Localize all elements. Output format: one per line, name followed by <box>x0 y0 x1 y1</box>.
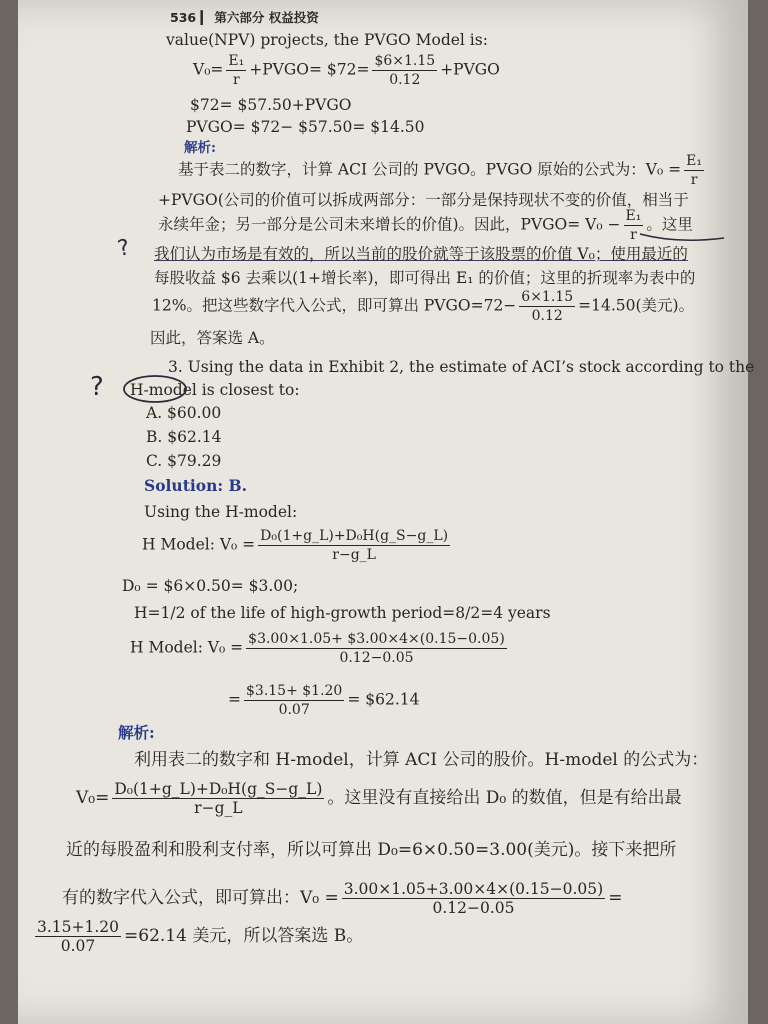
text-part: 。这里没有直接给出 D₀ 的数值，但是有给出最 <box>327 788 682 808</box>
text-line: 我们认为市场是有效的，所以当前的股价就等于该股票的价值 V₀；使用最近的 <box>154 245 688 263</box>
formula-part: V₀= <box>193 60 224 79</box>
section-label: 权益投资 <box>268 10 319 25</box>
denominator: 0.12 <box>531 308 563 324</box>
denominator: 0.07 <box>60 937 96 955</box>
question-text: H-model is closest to: <box>130 381 300 399</box>
numerator: E₁ <box>228 53 245 69</box>
option-b: B. $62.14 <box>146 428 222 446</box>
denominator: 0.12 <box>389 72 421 88</box>
option-a: A. $60.00 <box>146 404 222 422</box>
denominator: r <box>690 172 698 188</box>
page-number: 536 <box>170 10 197 25</box>
numerator: 6×1.15 <box>521 289 574 305</box>
text-line: 近的每股盈利和股利支付率，所以可算出 D₀=6×0.50=3.00(美元)。接下来把所 <box>66 840 677 860</box>
question-mark-icon: ? <box>90 372 104 402</box>
numerator: 3.00×1.05+3.00×4×(0.15−0.05) <box>343 880 604 898</box>
text-line: D₀ = $6×0.50= $3.00; <box>122 577 299 595</box>
text-part: 。这里 <box>646 215 693 234</box>
numerator: D₀(1+g_L)+D₀H(g_S−g_L) <box>114 780 323 798</box>
text-line: 利用表二的数字和 H-model，计算 ACI 公司的股价。H-model 的公式为： <box>134 750 709 770</box>
text-line: +PVGO(公司的价值可以拆成两部分：一部分是保持现状不变的价值，相当于 <box>158 191 689 209</box>
numerator: 3.15+1.20 <box>37 918 120 936</box>
text-part: =62.14 美元，所以答案选 B。 <box>124 926 364 946</box>
formula-part: = $62.14 <box>347 690 420 709</box>
fraction <box>244 682 344 719</box>
fraction <box>342 880 605 917</box>
fraction <box>684 152 704 189</box>
fraction <box>258 527 450 564</box>
text-line: 每股收益 $6 去乘以(1+增长率)，即可得出 E₁ 的价值；这里的折现率为表中的 <box>154 269 696 287</box>
numerator: E₁ <box>686 153 702 169</box>
fraction <box>35 918 121 955</box>
denominator: 0.07 <box>278 702 310 718</box>
text-line: Using the H-model: <box>144 503 298 521</box>
numerator: $6×1.15 <box>374 53 436 69</box>
formula-line <box>76 780 682 817</box>
circle-annotation-icon <box>120 372 190 406</box>
question-mark-icon: ? <box>115 235 133 262</box>
formula-part: +PVGO <box>440 60 500 79</box>
formula-part: +PVGO= $72= <box>249 60 370 79</box>
formula-line <box>228 682 420 719</box>
fraction <box>112 780 324 817</box>
option-c: C. $79.29 <box>146 452 222 470</box>
textbook-page <box>18 0 755 1024</box>
solution-heading: Solution: B. <box>144 476 247 495</box>
formula-line <box>142 527 453 564</box>
text-line: $72= $57.50+PVGO <box>190 96 352 114</box>
formula-line <box>32 918 363 955</box>
formula-line <box>62 880 622 917</box>
denominator: 0.12−0.05 <box>339 650 414 666</box>
text-part: 12%。把这些数字代入公式，即可算出 PVGO=72− <box>152 296 517 315</box>
part-label: 第六部分 <box>214 10 265 25</box>
text-part: 永续年金；另一部分是公司未来增长的价值)。因此，PVGO= V₀ − <box>158 215 621 234</box>
numerator: $3.00×1.05+ $3.00×4×(0.15−0.05) <box>248 631 505 647</box>
formula-part: V₀= <box>76 788 110 808</box>
formula-line <box>152 288 694 325</box>
text-part: 基于表二的数字，计算 ACI 公司的 PVGO。PVGO 原始的公式为：V₀ = <box>178 160 682 179</box>
analysis-heading: 解析: <box>184 140 216 156</box>
formula-part: = <box>608 888 623 908</box>
text-line: 因此，答案选 A。 <box>150 329 275 347</box>
formula-line <box>158 207 693 244</box>
fraction <box>246 630 507 667</box>
fraction <box>372 52 437 89</box>
question-text: 3. Using the data in Exhibit 2, the estimate of ACI’s stock according to the <box>168 358 755 376</box>
formula-line <box>193 52 500 89</box>
formula-part: = <box>228 690 241 709</box>
fraction <box>226 52 246 89</box>
formula-part: H Model: V₀ = <box>142 535 256 554</box>
text-line: value(NPV) projects, the PVGO Model is: <box>166 31 488 49</box>
formula-line <box>130 630 510 667</box>
text-line: H=1/2 of the life of high-growth period=8/2=4 years <box>134 604 551 622</box>
page-header <box>170 8 319 28</box>
denominator: r <box>232 72 240 88</box>
underline-annotation-icon <box>638 228 728 248</box>
formula-part: H Model: V₀ = <box>130 638 244 657</box>
denominator: r−g_L <box>332 547 376 563</box>
analysis-heading: 解析: <box>118 723 155 742</box>
header-separator: ▎ <box>200 10 215 25</box>
text-part: =14.50(美元)。 <box>578 296 695 315</box>
numerator: E₁ <box>625 208 642 224</box>
formula-line <box>178 152 707 189</box>
text-part: 有的数字代入公式，即可算出：V₀ = <box>62 888 339 908</box>
text-line: PVGO= $72− $57.50= $14.50 <box>186 118 425 136</box>
numerator: $3.15+ $1.20 <box>246 683 343 699</box>
numerator: D₀(1+g_L)+D₀H(g_S−g_L) <box>260 528 449 544</box>
denominator: 0.12−0.05 <box>432 899 515 917</box>
denominator: r <box>630 227 637 243</box>
denominator: r−g_L <box>194 799 243 817</box>
fraction <box>519 288 575 325</box>
